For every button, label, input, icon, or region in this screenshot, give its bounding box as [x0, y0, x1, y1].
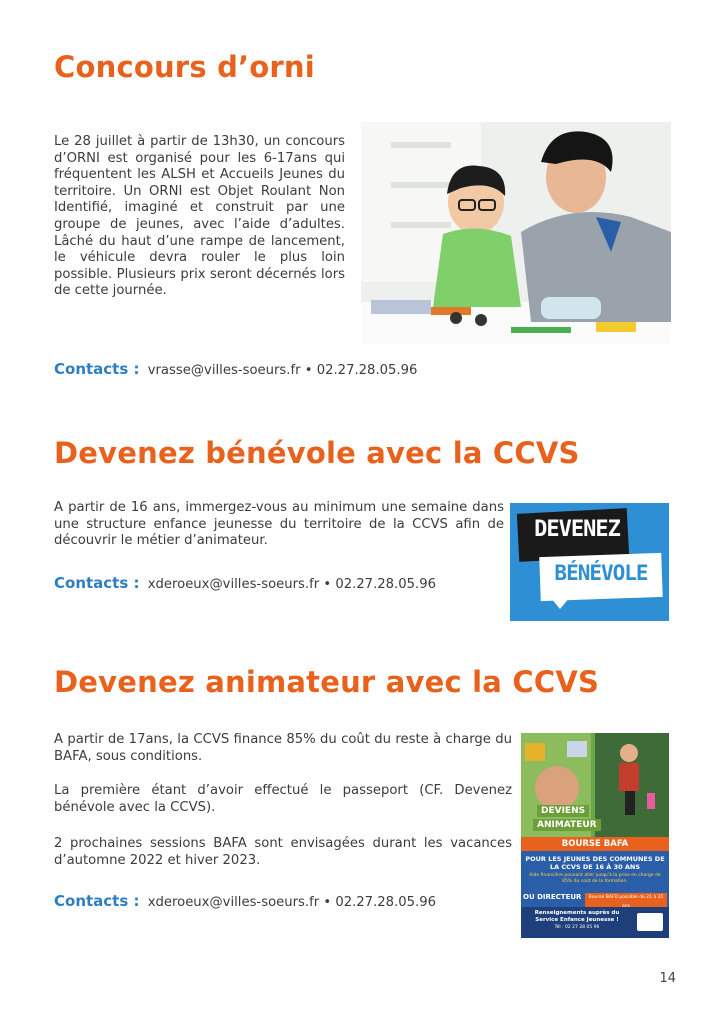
- workshop-photo-illustration: [361, 122, 671, 344]
- page-number: 14: [659, 971, 676, 986]
- devenez-text: DEVENEZ: [534, 517, 620, 542]
- section3-contacts-label: Contacts :: [54, 892, 140, 910]
- section3-title: Devenez animateur avec la CCVS: [54, 665, 600, 699]
- bafa-flyer: [521, 733, 669, 938]
- flyer-directeur: OU DIRECTEUR: [523, 893, 582, 901]
- section3-contacts: [54, 892, 436, 910]
- flyer-badge-deviens: DEVIENS: [537, 805, 589, 817]
- section1-contacts-label: Contacts :: [54, 360, 140, 378]
- section2-paragraph: A partir de 16 ans, immergez-vous au minimum une semaine dans une structure enfance jeunesse du territoire de la CCVS afin de découvrir le métier d’animateur.: [54, 500, 504, 549]
- flyer-info-line1: Renseignements auprès du: [534, 910, 620, 916]
- devenez-benevole-image: [510, 503, 669, 621]
- section2-contacts-value: xderoeux@villes-soeurs.fr • 02.27.28.05.96: [147, 577, 436, 592]
- section2-contacts: [54, 574, 436, 592]
- section3-paragraph-3: 2 prochaines sessions BAFA sont envisagées durant les vacances d’automne 2022 et hiver 2023.: [54, 836, 512, 868]
- flyer-info: [527, 910, 627, 931]
- flyer-public-line1: POUR LES JEUNES DES COMMUNES DE: [525, 855, 665, 863]
- section3-paragraph-2: La première étant d’avoir effectué le passeport (CF. Devenez bénévole avec la CCVS).: [54, 783, 512, 815]
- section2-title: Devenez bénévole avec la CCVS: [54, 436, 580, 470]
- flyer-bourse-bafd: Bourse BAFD possible de 21 à 35: [585, 893, 667, 911]
- flyer-public: [523, 855, 667, 871]
- section1-contacts-value: vrasse@villes-soeurs.fr • 02.27.28.05.96: [147, 363, 418, 378]
- section1-contacts: [54, 360, 417, 378]
- flyer-public-line2: LA CCVS DE 16 À 30 ANS: [549, 863, 641, 871]
- section3-paragraph-1: A partir de 17ans, la CCVS finance 85% du coût du reste à charge du BAFA, sous conditions.: [54, 732, 512, 764]
- flyer-footer: [521, 907, 669, 938]
- flyer-logo-icon: [637, 913, 663, 931]
- flyer-badge-animateur: ANIMATEUR: [533, 819, 601, 831]
- section2-contacts-label: Contacts :: [54, 574, 140, 592]
- flyer-aide: Aide financière pouvant aller jusqu'à la prise en charge de 85% du coût de la formation.: [529, 873, 661, 884]
- section1-title: Concours d’orni: [54, 50, 315, 84]
- workshop-photo: [361, 122, 671, 344]
- section3-contacts-value: xderoeux@villes-soeurs.fr • 02.27.28.05.96: [147, 895, 436, 910]
- flyer-tel: Tél : 02 27 28 05 96: [554, 925, 600, 930]
- flyer-info-line2: Service Enfance Jeunesse !: [535, 917, 619, 923]
- section1-paragraph: Le 28 juillet à partir de 13h30, un concours d’ORNI est organisé pour les 6-17ans qui fréquentent les ALSH et Accueils Jeunes du territoire. Un ORNI est Objet Roulant Non Identifié, imaginé et construit par une groupe de jeunes, avec l’aide d’adultes. Lâché du haut d’une rampe de lancement, le véhicule devra rouler le plus loin possible. Plusieurs prix seront décernés lors de cette journée.: [54, 134, 345, 299]
- benevole-text: BÉNÉVOLE: [554, 561, 648, 585]
- flyer-bourse: BOURSE BAFA: [521, 837, 669, 851]
